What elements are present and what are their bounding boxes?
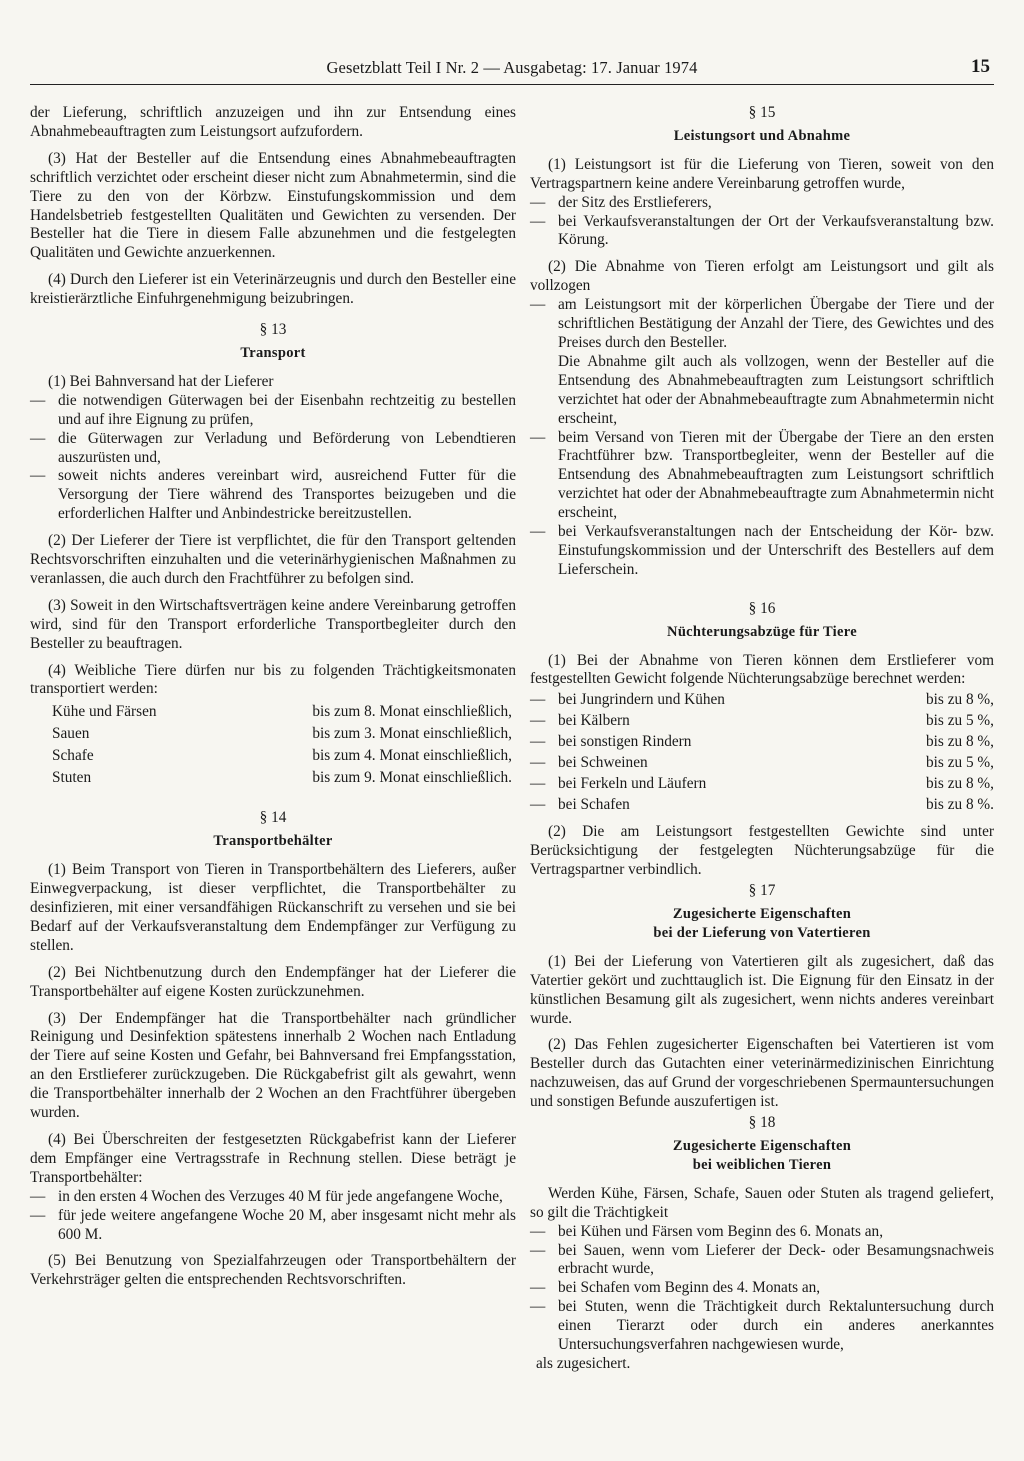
paragraph-18-1: Werden Kühe, Färsen, Schafe, Sauen oder Stuten als tragend geliefert, so gilt die Trächtigkeit: [530, 1184, 994, 1221]
table-cell-percent: bis zu 8 %.: [926, 796, 994, 814]
section-14-number: § 14: [259, 809, 287, 827]
table-row: — bei Kälbern bis zu 5 %,: [530, 712, 994, 730]
paragraph-16-2: (2) Die am Leistungsort festgestellten Gewichte sind unter Berücksichtigung der festgelegten Nüchterungsabzüge für die Vertragspartner verbindlich.: [530, 823, 994, 879]
table-cell-limit: bis zum 9. Monat einschließlich.: [312, 769, 512, 787]
section-16-title: Nüchterungsabzüge für Tiere: [667, 623, 857, 640]
pregnancy-transport-table: [52, 701, 512, 789]
list-item: — bei Sauen, wenn vom Lieferer der Deck- oder Besamungsnachweis erbracht wurde,: [530, 1242, 994, 1280]
table-cell-percent: bis zu 5 %,: [926, 712, 994, 730]
list-item: — beim Versand von Tieren mit der Übergabe der Tiere an den ersten Frachtführer bzw. Transportbegleiter, wenn der Besteller auf die Entsendung des Abnahmebeauftragten zum Leistungsort schriftlich verzichtet hat oder der Abnahmebeauftragte zum Abnahmetermin nicht erscheint,: [530, 429, 994, 524]
page-header: [30, 58, 994, 85]
section-18-title-line1: Zugesicherte Eigenschaften: [672, 1137, 852, 1154]
section-15-title: Leistungsort und Abnahme: [673, 127, 851, 144]
list-item: — die notwendigen Güterwagen bei der Eisenbahn rechtzeitig zu bestellen und auf ihre Eignung zu prüfen,: [30, 392, 516, 430]
table-row: [52, 701, 512, 723]
table-cell-animal: bei Kälbern: [558, 712, 630, 730]
paragraph-intro: der Lieferung, schriftlich anzuzeigen und ihn zur Entsendung eines Abnahmebeauftragten zum Leistungsort aufzufordern.: [30, 104, 516, 140]
table-cell-animal: bei sonstigen Rindern: [558, 733, 692, 751]
table-row: — bei Ferkeln und Läufern bis zu 8 %,: [530, 775, 994, 793]
section-15-number: § 15: [748, 104, 776, 121]
table-cell-animal: Sauen: [52, 725, 90, 743]
section-13-number: § 13: [259, 321, 287, 339]
header-title: Gesetzblatt Teil I Nr. 2 — Ausgabetag: 17. Januar 1974: [326, 58, 698, 77]
section-18-number: § 18: [748, 1114, 776, 1132]
right-column: [530, 104, 994, 1382]
page-number: 15: [971, 56, 990, 77]
table-row: [52, 745, 512, 767]
table-cell-animal: bei Schafen: [558, 796, 630, 814]
paragraph-14-5: (5) Bei Benutzung von Spezialfahrzeugen oder Transportbehältern der Verkehrsträger gelten die entsprechenden Rechtsvorschriften.: [30, 1252, 516, 1289]
list-14-4: [30, 1188, 516, 1245]
section-13-title: Transport: [240, 344, 306, 361]
list-15-2a: [530, 296, 994, 353]
section-18-title-line2: bei weiblichen Tieren: [692, 1156, 832, 1173]
table-cell-limit: bis zum 4. Monat einschließlich,: [312, 747, 512, 765]
table-cell-limit: bis zum 3. Monat einschließlich,: [312, 725, 512, 743]
paragraph-14-4: (4) Bei Überschreiten der festgesetzten Rückgabefrist kann der Lieferer dem Empfänger eine Vertragsstrafe in Rechnung stellen. Diese beträgt je Transportbehälter:: [30, 1130, 516, 1186]
list-item: — bei Verkaufsveranstaltungen der Ort der Verkaufsveranstaltung bzw. Körung.: [530, 213, 994, 251]
section-14-title: Transportbehälter: [213, 833, 333, 850]
section-17-title-line1: Zugesicherte Eigenschaften: [672, 906, 852, 922]
paragraph-16-1: (1) Bei der Abnahme von Tieren können dem Erstlieferer vom festgestellten Gewicht folgende Nüchterungsabzüge berechnet werden:: [530, 651, 994, 688]
table-cell-animal: bei Jungrindern und Kühen: [558, 691, 725, 709]
table-row: [52, 723, 512, 745]
section-16-number: § 16: [748, 599, 776, 617]
list-item: — bei Verkaufsveranstaltungen nach der Entscheidung der Kör- bzw. Einstufungskommission und der Unterschrift des Bestellers auf dem Lieferschein.: [530, 523, 994, 580]
list-item: — in den ersten 4 Wochen des Verzuges 40 M für jede angefangene Woche,: [30, 1188, 516, 1207]
list-15-2b: [530, 429, 994, 580]
section-17-title-line2: bei der Lieferung von Vatertieren: [653, 924, 871, 941]
list-15-1: [530, 194, 994, 251]
paragraph-14-2: (2) Bei Nichtbenutzung durch den Endempfänger hat der Lieferer die Transportbehälter auf eigene Kosten zurückzunehmen.: [30, 963, 516, 1000]
paragraph-15-2: (2) Die Abnahme von Tieren erfolgt am Leistungsort und gilt als vollzogen: [530, 258, 994, 295]
fasting-deduction-table: [530, 689, 994, 815]
table-cell-limit: bis zum 8. Monat einschließlich,: [312, 703, 512, 721]
list-item: — bei Stuten, wenn die Trächtigkeit durch Rektaluntersuchung durch einen Tierarzt oder durch ein anderes anerkanntes Untersuchungsverfahren nachgewiesen wurde,: [530, 1298, 994, 1355]
table-cell-percent: bis zu 5 %,: [926, 754, 994, 772]
paragraph-12-3: (3) Hat der Besteller auf die Entsendung eines Abnahmebeauftragten schriftlich verzichtet oder erscheint dieser nicht zum Abnahmetermin, sind die Tiere zu den von der Körbzw. Einstufungskommission und dem Handelsbetrieb festgestellten Qualitäten und Gewichten zu versenden. Der Besteller hat die Tiere in diesem Falle abzunehmen und die festgelegten Qualitäten und Gewichte anzuerkennen.: [30, 149, 516, 262]
table-cell-animal: Schafe: [52, 747, 94, 765]
list-item-continuation: Die Abnahme gilt auch als vollzogen, wenn der Besteller auf die Entsendung des Abnahmebeauftragten zum Leistungsort schriftlich verzichtet hat oder der Abnahmebeauftragte zum Abnahmetermin nicht erscheint,: [558, 352, 994, 427]
table-cell-percent: bis zu 8 %,: [926, 691, 994, 709]
table-row: — bei Schafen bis zu 8 %.: [530, 796, 994, 814]
paragraph-17-1: (1) Bei der Lieferung von Vatertieren gilt als zugesichert, daß das Vatertier gekört und zuchttauglich ist. Die Eignung für den Einsatz in der künstlichen Besamung gilt als zugesichert, wenn nichts anderes vereinbart wurde.: [530, 952, 994, 1027]
paragraph-13-2: (2) Der Lieferer der Tiere ist verpflichtet, die für den Transport geltenden Rechtsvorschriften einzuhalten und die veterinärhygienischen Maßnahmen zu veranlassen, die auch durch den Frachtführer zu befolgen sind.: [30, 532, 516, 587]
list-item: — für jede weitere angefangene Woche 20 M, aber insgesamt nicht mehr als 600 M.: [30, 1207, 516, 1245]
table-cell-animal: bei Schweinen: [558, 754, 648, 772]
paragraph-15-1: (1) Leistungsort ist für die Lieferung von Tieren, soweit von den Vertragspartnern keine andere Vereinbarung getroffen wurde,: [530, 155, 994, 192]
table-row: — bei sonstigen Rindern bis zu 8 %,: [530, 733, 994, 751]
paragraph-13-1: (1) Bei Bahnversand hat der Lieferer: [48, 372, 274, 390]
paragraph-14-1: (1) Beim Transport von Tieren in Transportbehältern des Lieferers, außer Einwegverpackung, ist dieser verpflichtet, die Transportbehälter zu desinfizieren, mit einer versandfähigen Rückanschrift zu versehen und sie bei Bedarf auf der Verkaufsveranstaltung dem Endempfänger zur Verfügung zu stellen.: [30, 861, 516, 954]
table-cell-percent: bis zu 8 %,: [926, 733, 994, 751]
list-item: — der Sitz des Erstlieferers,: [530, 194, 994, 213]
list-item: — am Leistungsort mit der körperlichen Übergabe der Tiere und der schriftlichen Bestätigung der Anzahl der Tiere, des Gewichtes und des Preises durch den Besteller.: [530, 296, 994, 353]
table-cell-animal: Kühe und Färsen: [52, 703, 157, 721]
list-item: — soweit nichts anderes vereinbart wird, ausreichend Futter für die Versorgung der Tiere während des Transportes beizugeben und die erforderlichen Halfter und Anbindestricke bereitzustellen.: [30, 467, 516, 524]
paragraph-13-3: (3) Soweit in den Wirtschaftsverträgen keine andere Vereinbarung getroffen wird, sind für den Transport erforderliche Transportbegleiter durch den Besteller zu beauftragen.: [30, 596, 516, 652]
table-cell-percent: bis zu 8 %,: [926, 775, 994, 793]
left-column: [30, 104, 516, 1298]
section-17-number: § 17: [748, 882, 776, 900]
table-cell-animal: bei Ferkeln und Läufern: [558, 775, 707, 793]
list-item: — bei Kühen und Färsen vom Beginn des 6. Monats an,: [530, 1223, 994, 1242]
list-item: — bei Schafen vom Beginn des 4. Monats an,: [530, 1279, 994, 1298]
table-row: [52, 767, 512, 789]
table-cell-animal: Stuten: [52, 769, 92, 787]
paragraph-17-2: (2) Das Fehlen zugesicherter Eigenschaften bei Vatertieren ist vom Besteller durch das Gutachten einer veterinärmedizinischen Einrichtung nachzuweisen, das auf Grund der vorgeschriebenen Spermauntersuchungen und sonstigen Befunde auszufertigen ist.: [530, 1036, 994, 1111]
list-13-1: [30, 392, 516, 524]
paragraph-14-3: (3) Der Endempfänger hat die Transportbehälter nach gründlicher Reinigung und Desinfektion spätestens innerhalb 2 Wochen nach Entladung der Tiere auf seine Kosten und Gefahr, bei Bahnversand frei Empfangsstation, an den Erstlieferer zurückzugeben. Die Rückgabefrist gilt als gewahrt, wenn die Transportbehälter innerhalb der 2 Wochen an den Frachtführer übergeben wurden.: [30, 1009, 516, 1122]
table-row: — bei Jungrindern und Kühen bis zu 8 %,: [530, 691, 994, 709]
paragraph-12-4: (4) Durch den Lieferer ist ein Veterinärzeugnis und durch den Besteller eine kreistierärztliche Einfuhrgenehmigung beizubringen.: [30, 271, 516, 308]
list-item: — die Güterwagen zur Verladung und Beförderung von Lebendtieren auszurüsten und,: [30, 430, 516, 468]
list-18: [530, 1223, 994, 1355]
table-row: — bei Schweinen bis zu 5 %,: [530, 754, 994, 772]
paragraph-13-4: (4) Weibliche Tiere dürfen nur bis zu folgenden Trächtigkeitsmonaten transportiert werden:: [30, 661, 516, 698]
paragraph-18-end: als zugesichert.: [536, 1354, 631, 1372]
